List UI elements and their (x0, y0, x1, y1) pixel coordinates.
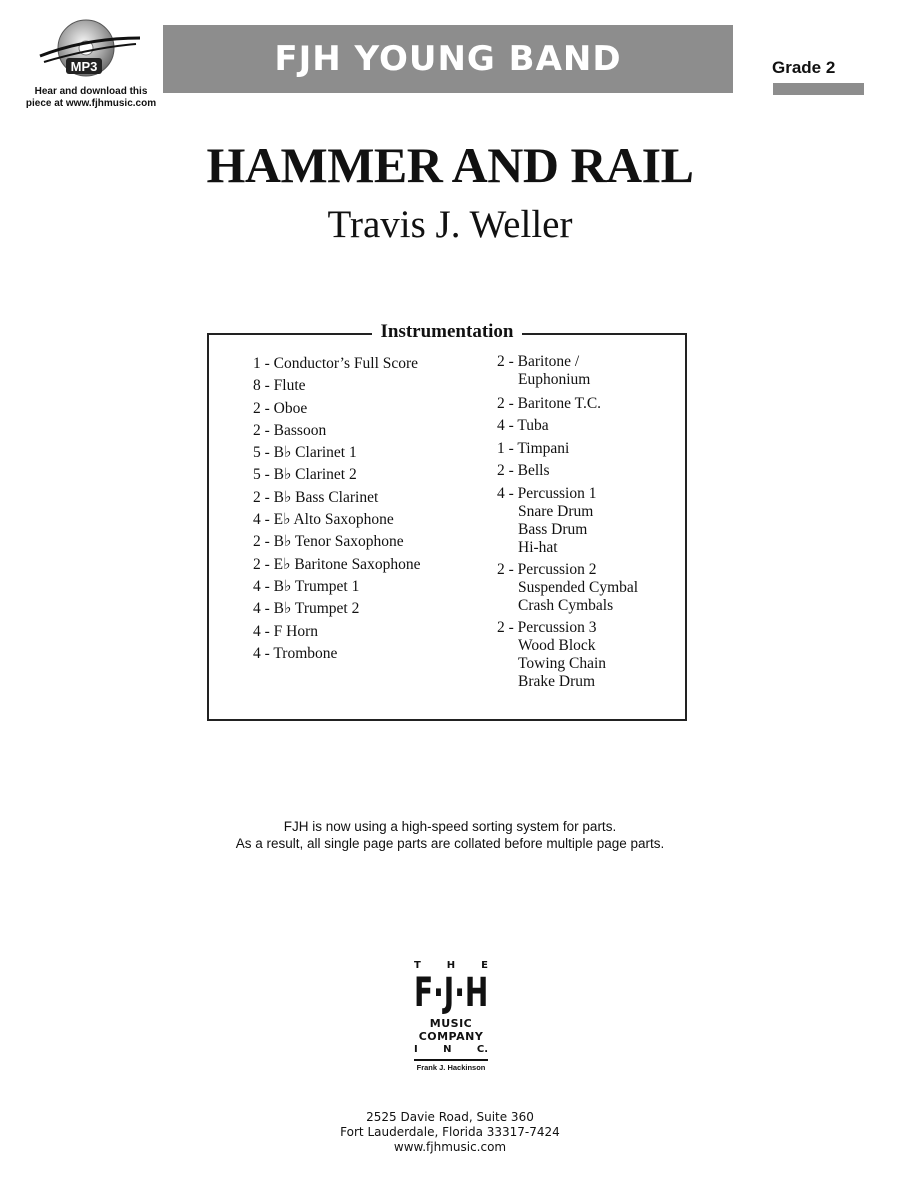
piece-title: HAMMER AND RAIL (206, 137, 694, 193)
instrument-item: 2 - E♭ Baritone Saxophone (253, 555, 421, 573)
instrument-item: 8 - Flute (253, 377, 306, 395)
percussion-sub-item: Towing Chain (518, 655, 607, 673)
instrument-item: 5 - B♭ Clarinet 2 (253, 466, 357, 484)
series-banner (163, 25, 733, 93)
instrument-item: 2 - Baritone T.C. (497, 395, 602, 412)
logo-letter: C. (476, 1044, 488, 1055)
instrumentation-right-column (497, 353, 638, 691)
percussion-sub-item: Wood Block (518, 637, 596, 655)
mp3-caption-line-1: Hear and download this (34, 86, 148, 97)
series-title: FJH YOUNG BAND (274, 39, 622, 79)
logo-fjh (414, 970, 489, 1017)
mp3-download-badge[interactable] (20, 16, 170, 116)
logo-divider (414, 1059, 488, 1061)
cd-disc-icon (36, 18, 146, 84)
logo-word: MUSIC (429, 1017, 473, 1030)
logo-letter: H (446, 960, 456, 971)
instrumentation-heading (209, 321, 685, 343)
grade-label: Grade 2 (772, 58, 836, 77)
address-line-2: Fort Lauderdale, Florida 33317-7424 (340, 1125, 560, 1139)
instrument-item: 4 - B♭ Trumpet 2 (253, 600, 360, 618)
publisher-logo (414, 960, 488, 1070)
percussion-sub-item: Suspended Cymbal (518, 579, 639, 597)
logo-letter: I (414, 1044, 418, 1055)
logo-music (414, 1017, 488, 1030)
instrument-item: 4 - F Horn (253, 622, 319, 640)
instrument-item: 4 - Percussion 1 (497, 485, 597, 503)
instrument-item: 4 - B♭ Trumpet 1 (253, 577, 360, 595)
sorting-notice (0, 818, 900, 852)
logo-letter: E (481, 960, 488, 971)
instrument-item: 4 - Tuba (497, 417, 549, 435)
instrument-item: 2 - B♭ Bass Clarinet (253, 488, 379, 506)
address-line-1: 2525 Davie Road, Suite 360 (366, 1110, 534, 1124)
percussion-sub-item: Brake Drum (518, 673, 596, 691)
instrumentation-box (207, 321, 687, 721)
composer-name: Travis J. Weller (327, 203, 573, 246)
percussion-sub-item: Crash Cymbals (518, 597, 614, 615)
instrument-item: 1 - Conductor’s Full Score (253, 355, 419, 372)
instrument-item: 2 - Bassoon (253, 421, 327, 439)
publisher-website-link[interactable]: www.fjhmusic.com (393, 1140, 507, 1154)
notice-line-2: As a result, all single page parts are collated before multiple page parts. (235, 836, 665, 851)
instrument-item: 1 - Timpani (497, 439, 570, 457)
instrumentation-left-column (253, 353, 420, 665)
instrument-item: 5 - B♭ Clarinet 1 (253, 444, 357, 462)
logo-letter: F (414, 970, 434, 1016)
instrument-item: 2 - Baritone / (497, 353, 580, 370)
logo-letter: N (443, 1044, 452, 1055)
instrumentation-heading-text: Instrumentation (372, 321, 521, 342)
instrument-item: 2 - Percussion 3 (497, 619, 597, 637)
logo-founder: Frank J. Hackinson (416, 1063, 486, 1072)
instrument-item: 2 - Bells (497, 461, 550, 479)
instrument-item: 4 - Trombone (253, 644, 338, 662)
instrument-item: 2 - Percussion 2 (497, 561, 597, 579)
logo-company (414, 1030, 488, 1043)
mp3-caption (20, 86, 162, 110)
instrument-item-continued: Euphonium (518, 371, 591, 388)
logo-word: COMPANY (418, 1030, 484, 1043)
notice-line-1: FJH is now using a high-speed sorting system for parts. (283, 819, 617, 834)
instrument-item: 4 - E♭ Alto Saxophone (253, 511, 394, 529)
instrument-item: 2 - B♭ Tenor Saxophone (253, 533, 404, 551)
percussion-sub-item: Snare Drum (518, 503, 594, 521)
logo-dot: · (454, 970, 465, 1016)
logo-letter: J (443, 970, 455, 1016)
percussion-sub-item: Hi-hat (518, 539, 558, 557)
logo-inc (414, 1043, 488, 1056)
grade-bar (773, 83, 864, 95)
mp3-caption-line-2: piece at www.fjhmusic.com (25, 98, 157, 109)
mp3-badge-label: MP3 (70, 59, 98, 74)
publisher-address (0, 1110, 900, 1155)
percussion-sub-item: Bass Drum (518, 521, 588, 539)
logo-letter: T (414, 960, 421, 971)
logo-letter: H (464, 970, 489, 1016)
instrument-item: 2 - Oboe (253, 399, 308, 417)
logo-dot: · (433, 970, 444, 1016)
